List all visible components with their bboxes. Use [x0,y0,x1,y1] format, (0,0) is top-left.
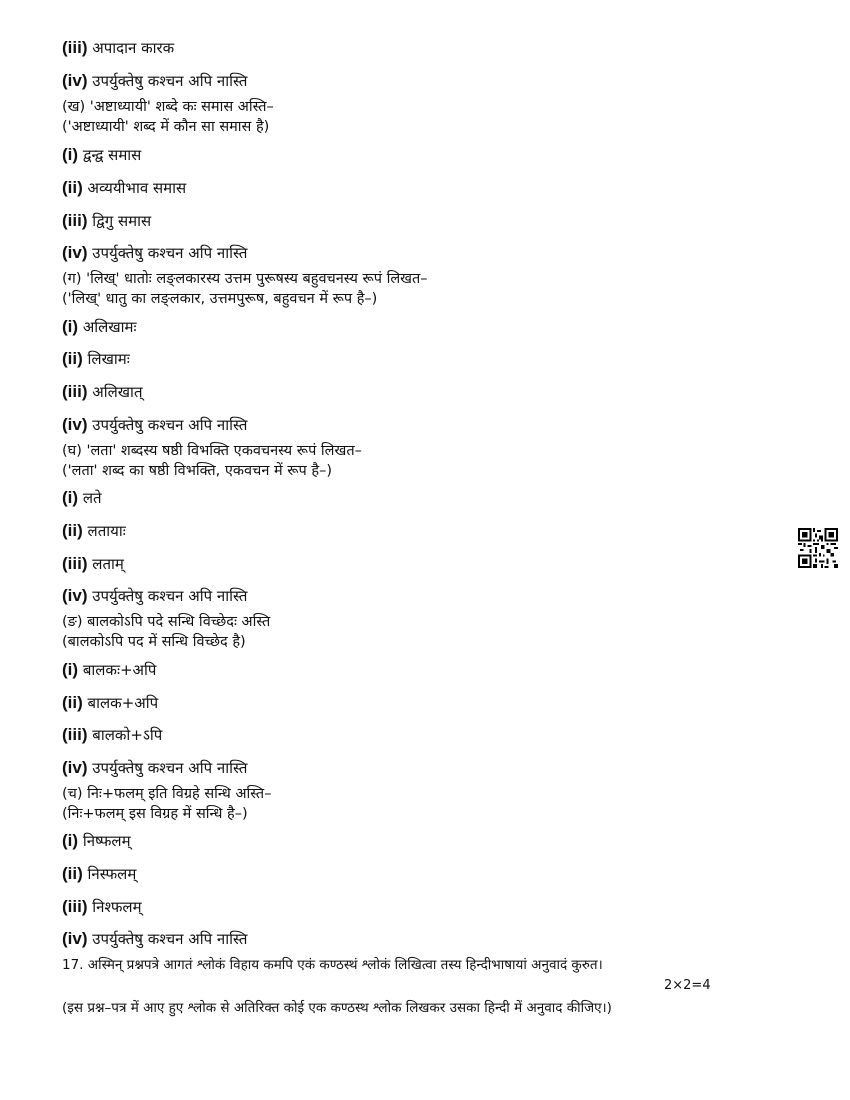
option-line: (iv) उपर्युक्तेषु कश्चन अपि नास्ति [62,415,248,434]
option-line: (i) द्वन्द्व समास [62,145,142,164]
question-line: (ङ) बालकोऽपि पदे सन्धि विच्छेदः अस्ति [62,614,271,630]
option-line: (iv) उपर्युक्तेषु कश्चन अपि नास्ति [62,929,248,948]
option-line: (ii) बालक+अपि [62,693,159,712]
option-line: (ii) लतायाः [62,521,126,540]
marks-label: 2×2=4 [664,978,711,993]
option-line: (iv) उपर्युक्तेषु कश्चन अपि नास्ति [62,71,248,90]
option-line: (i) बालकः+अपि [62,660,157,679]
option-line: (ii) लिखामः [62,349,130,368]
option-line: (iii) बालको+ऽपि [62,725,163,744]
question-line: (ख) 'अष्टाध्यायी' शब्दे कः समास अस्ति– [62,99,274,115]
question-hindi-line: ('अष्टाध्यायी' शब्द में कौन सा समास है) [62,119,270,135]
question-hindi-line: ('लिख्' धातु का लङ्लकार, उत्तमपुरूष, बहुवचन में रूप है–) [62,291,378,307]
option-line: (iii) अपादान कारक [62,38,175,57]
option-line: (iv) उपर्युक्तेषु कश्चन अपि नास्ति [62,758,248,777]
option-line: (i) निष्फलम् [62,831,131,850]
question-hindi-line: ('लता' शब्द का षष्ठी विभक्ति, एकवचन में रूप है–) [62,463,332,479]
option-line: (i) अलिखामः [62,317,137,336]
option-line: (iii) निश्फलम् [62,897,142,916]
option-line: (iii) द्विगु समास [62,211,152,230]
question-hindi-line: (निः+फलम् इस विग्रह में सन्धि है–) [62,806,248,822]
qr-code-icon [798,528,838,568]
option-line: (iv) उपर्युक्तेषु कश्चन अपि नास्ति [62,586,248,605]
question-line: (च) निः+फलम् इति विग्रहे सन्धि अस्ति– [62,786,272,802]
option-line: (ii) अव्ययीभाव समास [62,178,187,197]
option-line: (i) लते [62,488,102,507]
question-hindi-line: (बालकोऽपि पद में सन्धि विच्छेद है) [62,634,246,650]
option-line: (iv) उपर्युक्तेषु कश्चन अपि नास्ति [62,243,248,262]
option-line: (ii) निस्फलम् [62,864,137,883]
option-line: (iii) अलिखात् [62,382,143,401]
option-line: (iii) लताम् [62,554,124,573]
question-line: (ग) 'लिख्' धातोः लङ्लकारस्य उत्तम पुरूषस्य बहुवचनस्य रूपं लिखत– [62,271,428,287]
question-line: (घ) 'लता' शब्दस्य षष्ठी विभक्ति एकवचनस्य रूपं लिखत– [62,443,362,459]
question-17: 17. अस्मिन् प्रश्नपत्रे आगतं श्लोकं विहाय कमपि एकं कण्ठस्थं श्लोकं लिखित्वा तस्य हिन्दीभाषायां अनुवादं कुरुत। [62,957,603,973]
question-17-hindi: (इस प्रश्न–पत्र में आए हुए श्लोक से अतिरिक्त कोई एक कण्ठस्थ श्लोक लिखकर उसका हिन्दी में अनुवाद कीजिए।) [62,1000,612,1016]
